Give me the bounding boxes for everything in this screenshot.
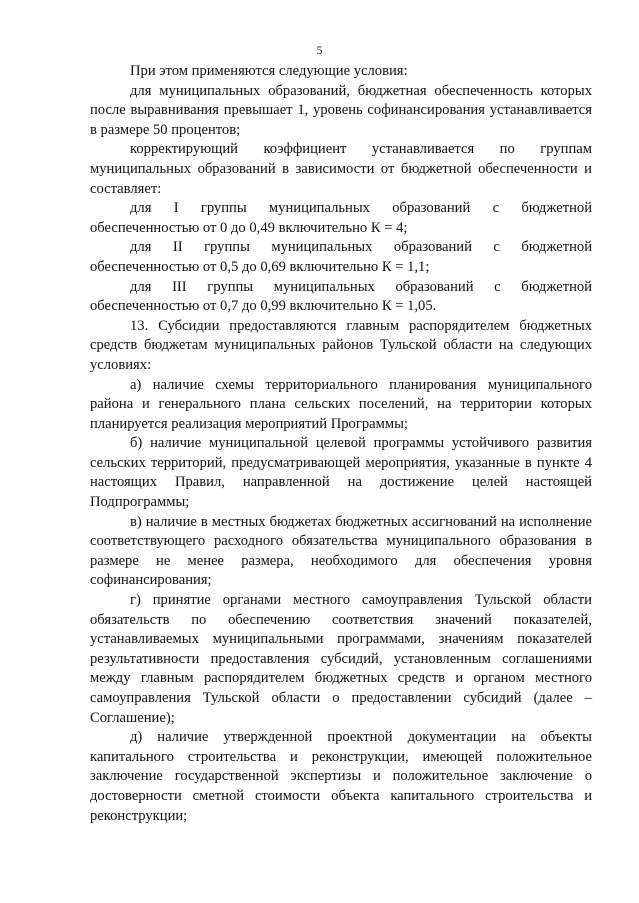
paragraph-item-v: в) наличие в местных бюджетах бюджетных ассигнований на исполнение соответствующего расходного обязательства муниципального образования в размере не менее размера, необходимого для обеспечения уровня софинансирования; xyxy=(90,513,592,589)
paragraph-item-d: д) наличие утвержденной проектной документации на объекты капитального строительства и реконструкции, имеющей положительное заключение государственной экспертизы и положительное заключение о достоверности сметной стоимости объекта капитального строительства и реконструкции; xyxy=(90,729,592,824)
paragraph-cofinancing-level: для муниципальных образований, бюджетная обеспеченность которых после выравнивания превышает 1, уровень софинансирования устанавливается в размере 50 процентов; xyxy=(90,82,592,138)
document-body xyxy=(90,62,592,826)
paragraph-group-1: для I группы муниципальных образований с бюджетной обеспеченностью от 0 до 0,49 включительно К = 4; xyxy=(90,200,592,236)
paragraph-item-13: 13. Субсидии предоставляются главным распорядителем бюджетных средств бюджетам муниципальных районов Тульской области на следующих условиях: xyxy=(90,317,592,373)
page-number: 5 xyxy=(316,45,323,57)
paragraph-conditions-intro: При этом применяются следующие условия: xyxy=(130,63,408,79)
paragraph-item-g: г) принятие органами местного самоуправления Тульской области обязательств по обеспечению соответствия значений показателей, устанавливаемых муниципальными программами, значениям показателей результативности предоставления субсидий, установленным соглашениями между главным распорядителем бюджетных средств и органом местного самоуправления Тульской области о предоставлении субсидий (далее – Соглашение); xyxy=(90,592,592,726)
paragraph-group-2: для II группы муниципальных образований с бюджетной обеспеченностью от 0,5 до 0,69 включительно К = 1,1; xyxy=(90,239,592,275)
paragraph-group-3: для III группы муниципальных образований с бюджетной обеспеченностью от 0,7 до 0,99 включительно К = 1,05. xyxy=(90,278,592,315)
paragraph-item-b: б) наличие муниципальной целевой программы устойчивого развития сельских территорий, предусматривающей мероприятия, указанные в пункте 4 настоящих Правил, направленной на достижение целей настоящей Подпрограммы; xyxy=(90,435,592,511)
paragraph-correction-coefficient: корректирующий коэффициент устанавливается по группам муниципальных образований в зависимости от бюджетной обеспеченности и составляет: xyxy=(90,141,592,197)
paragraph-item-a: а) наличие схемы территориального планирования муниципального района и генерального плана сельских поселений, на территории которых планируется реализация мероприятий Программы; xyxy=(90,376,592,432)
